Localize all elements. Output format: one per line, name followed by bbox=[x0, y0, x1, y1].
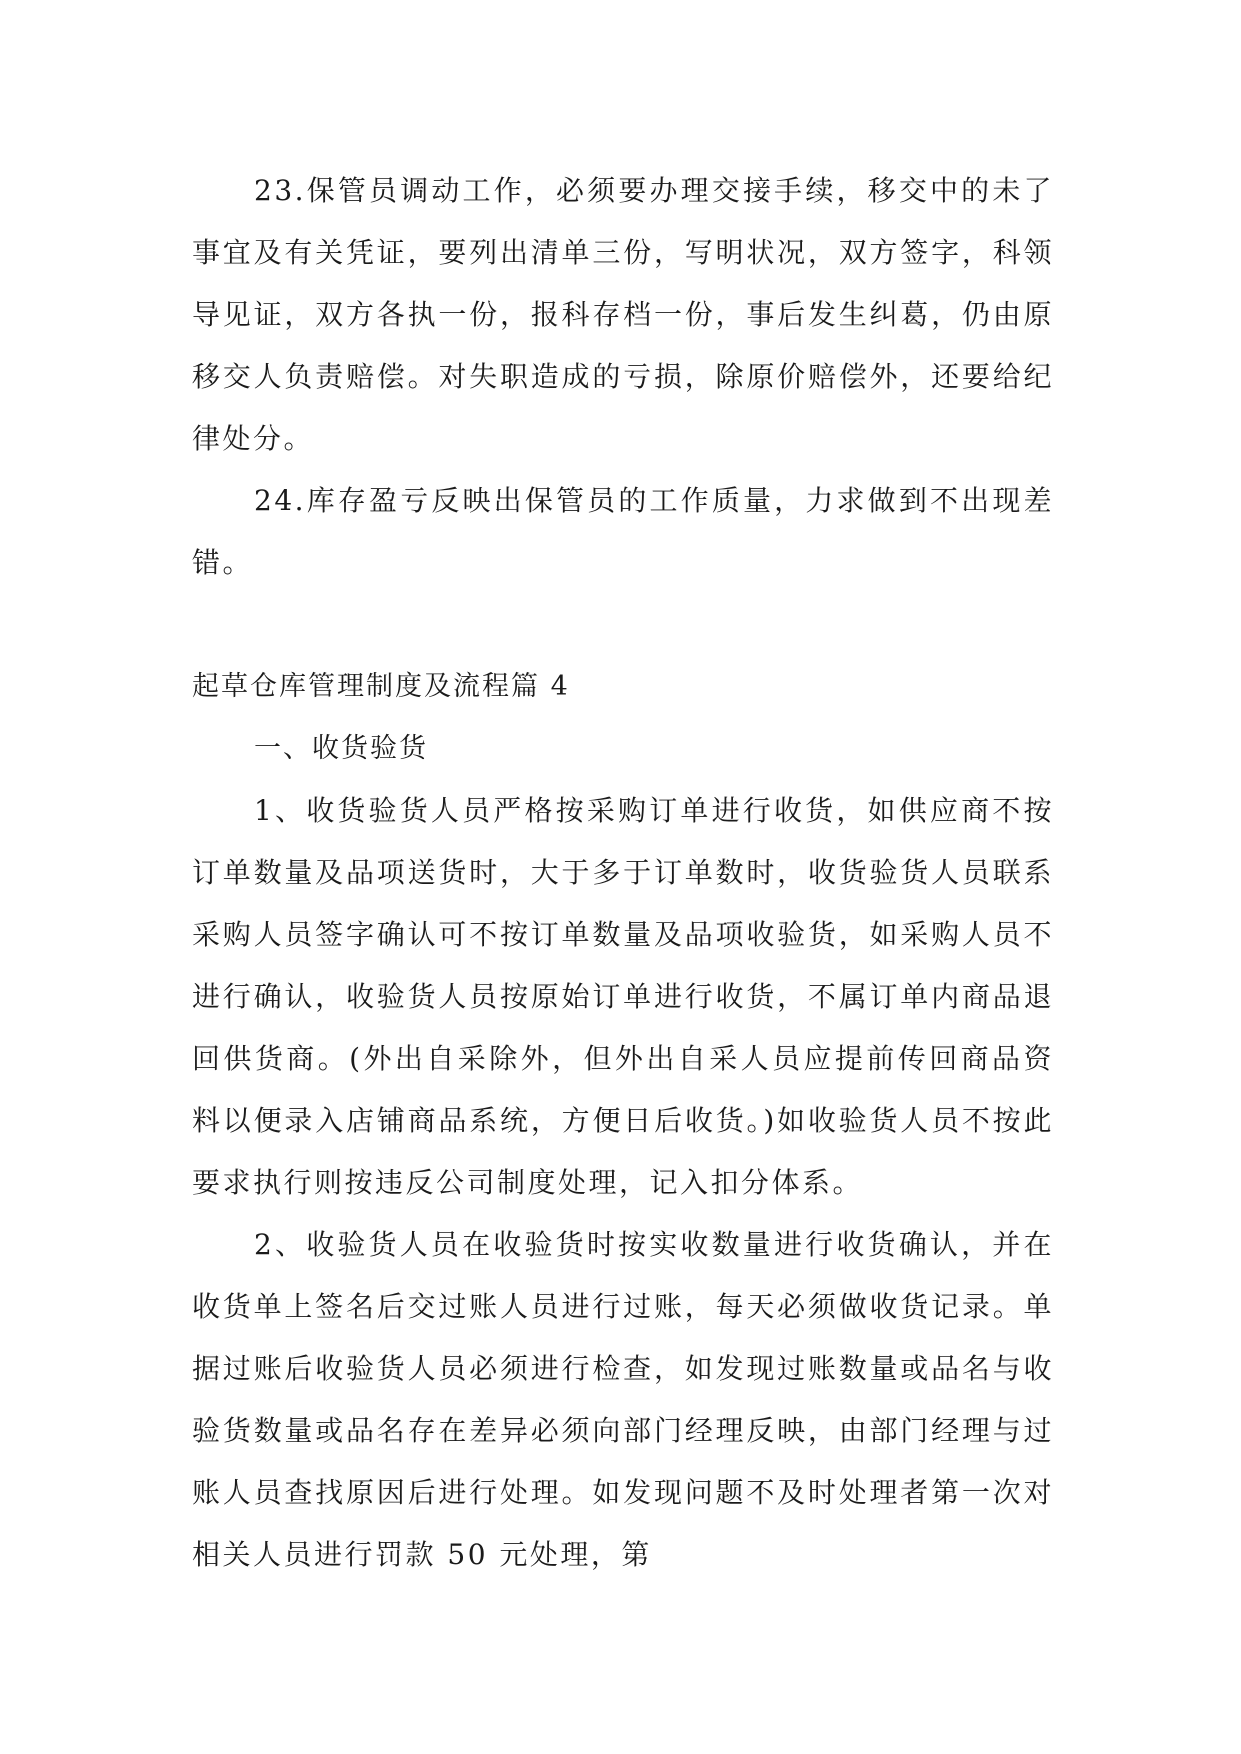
paragraph-24: 24.库存盈亏反映出保管员的工作质量，力求做到不出现差错。 bbox=[192, 484, 1054, 579]
paragraph-receiving-1: 1、收货验货人员严格按采购订单进行收货，如供应商不按订单数量及品项送货时，大于多于订单数时，收货验货人员联系采购人员签字确认可不按订单数量及品项收验货，如采购人员不进行确认，收验货人员按原始订单进行收货，不属订单内商品退回供货商。(外出自采除外，但外出自采人员应提前传回商品资料以便录入店铺商品系统，方便日后收货。)如收验货人员不按此要求执行则按违反公司制度处理，记入扣分体系。 bbox=[192, 794, 1054, 1199]
section-title: 起草仓库管理制度及流程篇 4 bbox=[192, 671, 570, 702]
subsection-title: 一、收货验货 bbox=[254, 733, 428, 764]
section-gap bbox=[192, 594, 1054, 656]
paragraph-23: 23.保管员调动工作，必须要办理交接手续，移交中的未了事宜及有关凭证，要列出清单三份，写明状况，双方签字，科领导见证，双方各执一份，报科存档一份，事后发生纠葛，仍由原移交人负责赔偿。对失职造成的亏损，除原价赔偿外，还要给纪律处分。 bbox=[192, 174, 1054, 455]
paragraph-receiving-2: 2、收验货人员在收验货时按实收数量进行收货确认，并在收货单上签名后交过账人员进行过账，每天必须做收货记录。单据过账后收验货人员必须进行检查，如发现过账数量或品名与收验货数量或品名存在差异必须向部门经理反映，由部门经理与过账人员查找原因后进行处理。如发现问题不及时处理者第一次对相关人员进行罚款 50 元处理，第 bbox=[192, 1228, 1054, 1571]
document-page bbox=[192, 160, 1054, 1586]
